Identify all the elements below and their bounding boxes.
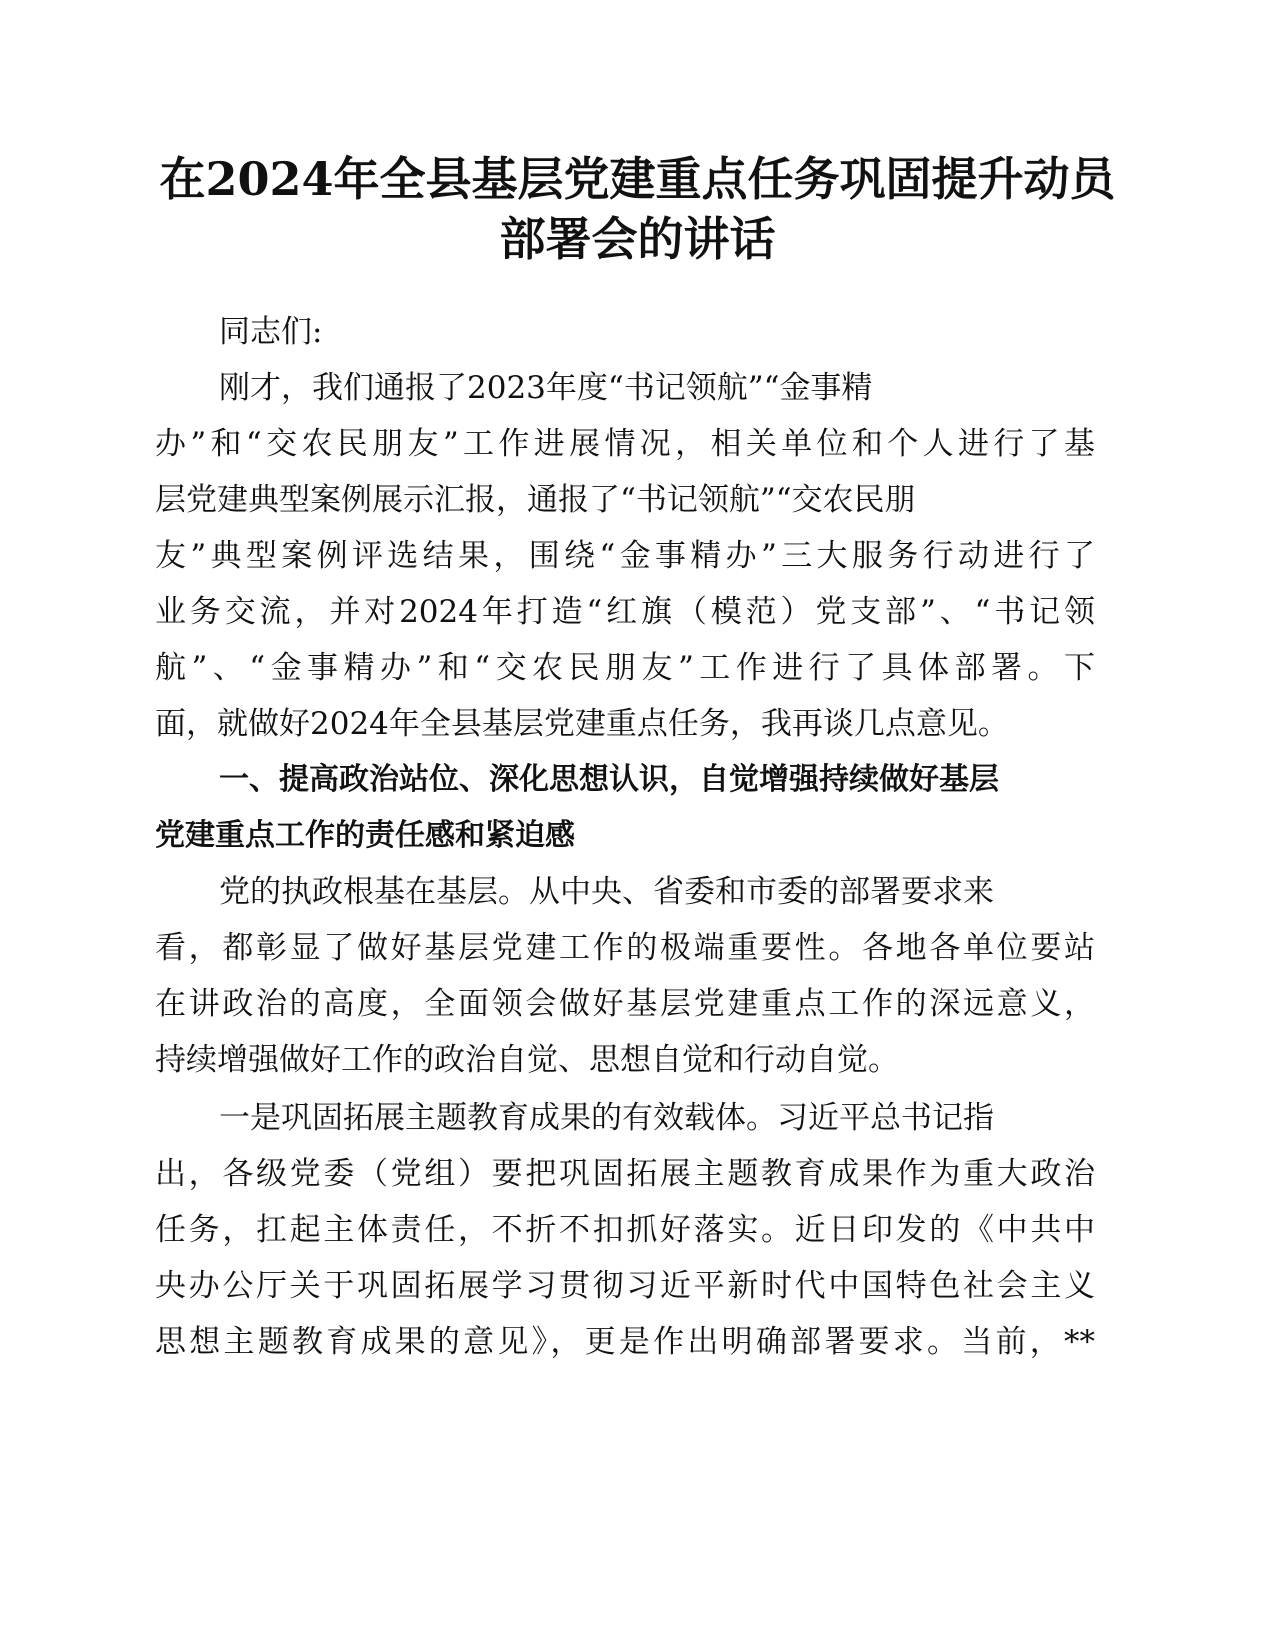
paragraph-line: 央办公厅关于巩固拓展学习贯彻习近平新时代中国特色社会主义 xyxy=(155,1268,1095,1304)
paragraph-line: 任务，扛起主体责任，不折不扣抓好落实。近日印发的《中共中 xyxy=(155,1212,1095,1248)
document-title-line-2: 部署会的讲话 xyxy=(499,212,776,266)
document-title-line-1: 在2024年全县基层党建重点任务巩固提升动员 xyxy=(159,152,1116,206)
paragraph-line: 面，就做好2024年全县基层党建重点任务，我再谈几点意见。 xyxy=(155,706,1009,742)
section-heading-line-1: 一、提高政治站位、深化思想认识，自觉增强持续做好基层 xyxy=(219,762,999,797)
salutation: 同志们: xyxy=(219,314,323,350)
paragraph-line: 看，都彰显了做好基层党建工作的极端重要性。各地各单位要站 xyxy=(155,930,1095,966)
paragraph-line: 出，各级党委（党组）要把巩固拓展主题教育成果作为重大政治 xyxy=(155,1156,1095,1192)
section-heading-line-2: 党建重点工作的责任感和紧迫感 xyxy=(155,818,575,853)
paragraph-line: 友”典型案例评选结果，围绕“金事精办”三大服务行动进行了 xyxy=(155,538,1095,574)
paragraph-line: 思想主题教育成果的意见》，更是作出明确部署要求。当前，** xyxy=(155,1324,1095,1360)
paragraph-line: 一是巩固拓展主题教育成果的有效载体。习近平总书记指 xyxy=(219,1100,994,1136)
paragraph-line: 业务交流，并对2024年打造“红旗（模范）党支部”、“书记领 xyxy=(155,594,1095,630)
paragraph-line: 航”、“金事精办”和“交农民朋友”工作进行了具体部署。下 xyxy=(155,650,1095,686)
paragraph-line: 层党建典型案例展示汇报，通报了“书记领航”“交农民朋 xyxy=(155,482,916,518)
paragraph-line: 办”和“交农民朋友”工作进展情况，相关单位和个人进行了基 xyxy=(155,426,1095,462)
paragraph-line: 党的执政根基在基层。从中央、省委和市委的部署要求来 xyxy=(219,874,994,910)
paragraph-line: 刚才，我们通报了2023年度“书记领航”“金事精 xyxy=(219,370,873,406)
paragraph-line: 持续增强做好工作的政治自觉、思想自觉和行动自觉。 xyxy=(155,1042,899,1078)
paragraph-line: 在讲政治的高度，全面领会做好基层党建重点工作的深远意义， xyxy=(155,986,1095,1022)
